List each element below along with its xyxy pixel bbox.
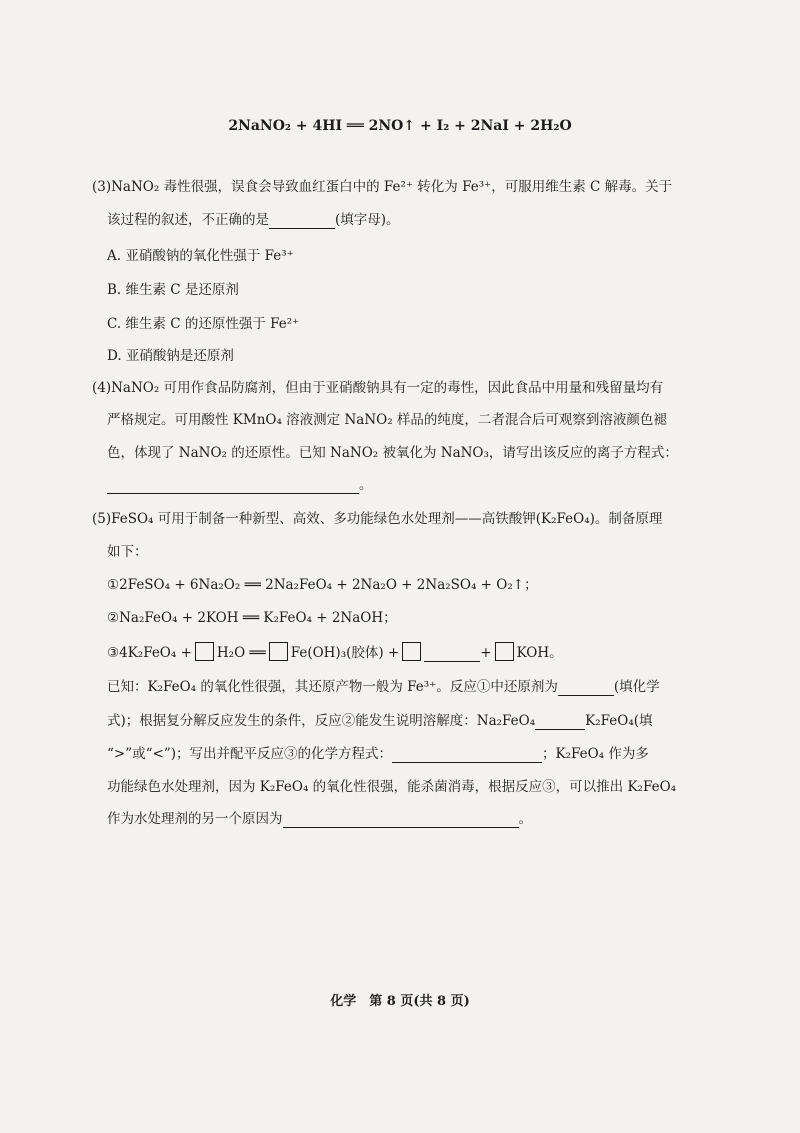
q5-line1: (5)FeSO₄ 可用于制备一种新型、高效、多功能绿色水处理剂——高铁酸钾(K₂FeO₄)。制备原理	[92, 511, 663, 527]
r3-part-a: ③4K₂FeO₄ +	[107, 645, 192, 661]
coefficient-box-product[interactable]	[402, 642, 421, 661]
q5-reaction-3	[107, 642, 563, 662]
q5-para-line3	[107, 745, 649, 763]
coefficient-box-feoh3[interactable]	[269, 642, 288, 661]
q4-line2: 严格规定。可用酸性 KMnO₄ 溶液测定 NaNO₂ 样品的纯度，二者混合后可观察到溶液颜色褪	[107, 412, 667, 428]
coefficient-box-koh[interactable]	[495, 642, 514, 661]
q3-stem-line2	[107, 211, 400, 229]
q4-answer-line	[107, 476, 373, 494]
q3-option-c: C. 维生素 C 的还原性强于 Fe²⁺	[107, 316, 300, 332]
r3-product-blank[interactable]	[424, 647, 480, 662]
q3-option-b: B. 维生素 C 是还原剂	[107, 282, 239, 298]
q4-end-mark: 。	[359, 477, 373, 493]
q5-p5-text: 作为水处理剂的另一个原因为	[107, 811, 283, 827]
q4-line1: (4)NaNO₂ 可用作食品防腐剂，但由于亚硝酸钠具有一定的毒性，因此食品中用量和残留量均有	[92, 380, 664, 396]
r3-part-e: KOH。	[516, 645, 563, 661]
q5-p2-hint: K₂FeO₄(填	[585, 713, 653, 729]
top-equation: 2NaNO₂ + 4HI ══ 2NO↑ + I₂ + 2NaI + 2H₂O	[228, 118, 572, 134]
q5-reaction-1: ①2FeSO₄ + 6Na₂O₂ ══ 2Na₂FeO₄ + 2Na₂O + 2Na₂SO₄ + O₂↑；	[107, 577, 538, 593]
page-footer: 化学 第 8 页(共 8 页)	[330, 994, 470, 1009]
q5-para-line5	[107, 810, 532, 828]
q5-line2: 如下：	[107, 544, 148, 560]
q5-para-line4: 功能绿色水处理剂，因为 K₂FeO₄ 的氧化性很强，能杀菌消毒，根据反应③，可以推出 K₂FeO₄	[107, 779, 677, 795]
q5-p1-hint: (填化学	[613, 679, 660, 695]
q5-p1-text: 已知：K₂FeO₄ 的氧化性很强，其还原产物一般为 Fe³⁺。反应①中还原剂为	[107, 679, 558, 695]
q3-answer-blank[interactable]	[269, 214, 335, 229]
reducing-agent-blank[interactable]	[558, 681, 614, 696]
q5-reaction-2: ②Na₂FeO₄ + 2KOH ══ K₂FeO₄ + 2NaOH；	[107, 610, 397, 626]
reason-blank[interactable]	[283, 813, 519, 828]
q5-p3-text: “>”或“<”)；写出并配平反应③的化学方程式：	[107, 746, 392, 762]
solubility-compare-blank[interactable]	[535, 715, 585, 730]
coefficient-box-h2o[interactable]	[195, 642, 214, 661]
q3-stem-text: 该过程的叙述，不正确的是	[107, 212, 269, 228]
q3-option-d: D. 亚硝酸钠是还原剂	[107, 348, 234, 364]
q3-stem-line1: (3)NaNO₂ 毒性很强，误食会导致血红蛋白中的 Fe²⁺ 转化为 Fe³⁺，可服用维生素 C 解毒。关于	[92, 179, 673, 195]
q5-p5-end: 。	[518, 811, 532, 827]
q5-para-line2	[107, 712, 653, 730]
q5-p3-tail: ；K₂FeO₄ 作为多	[542, 746, 649, 762]
q4-answer-blank[interactable]	[107, 479, 359, 494]
q4-line3: 色，体现了 NaNO₂ 的还原性。已知 NaNO₂ 被氧化为 NaNO₃，请写出该反应的离子方程式：	[107, 445, 678, 461]
q5-p2-text: 式)；根据复分解反应发生的条件，反应②能发生说明溶解度：Na₂FeO₄	[107, 713, 536, 729]
r3-part-d: +	[480, 645, 492, 661]
q3-option-a: A. 亚硝酸钠的氧化性强于 Fe³⁺	[107, 248, 294, 264]
r3-part-c: Fe(OH)₃(胶体) +	[290, 645, 400, 661]
r3-part-b: H₂O ══	[216, 645, 266, 661]
q5-para-line1	[107, 678, 660, 696]
q3-stem-hint: (填字母)。	[335, 212, 400, 228]
equation-blank[interactable]	[392, 748, 542, 763]
